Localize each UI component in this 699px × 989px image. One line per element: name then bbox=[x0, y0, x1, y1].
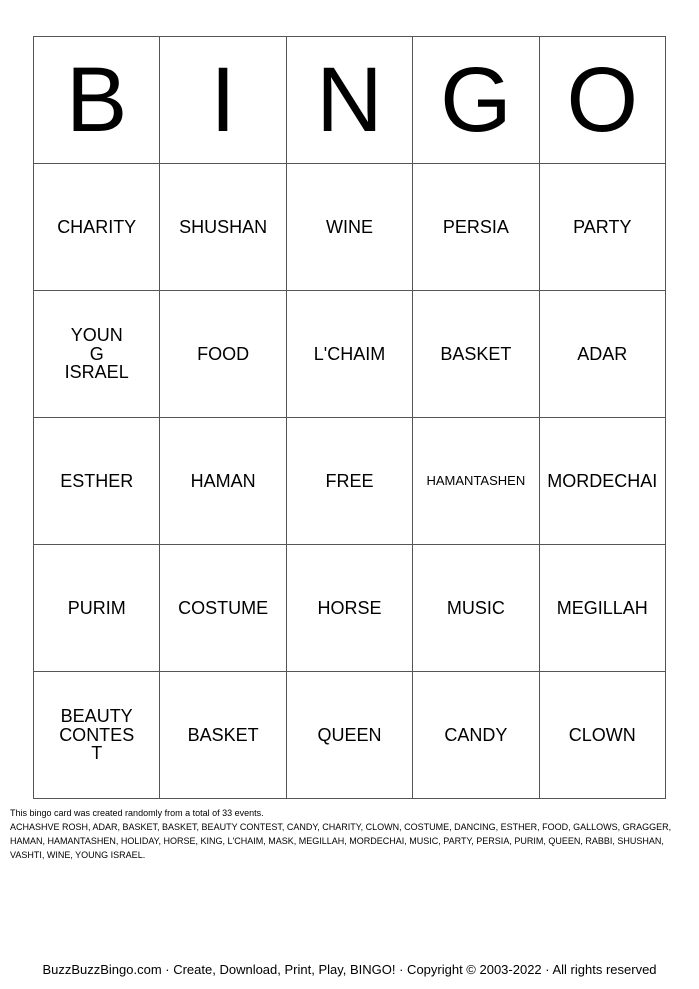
bingo-cell: CHARITY bbox=[34, 164, 160, 291]
bingo-cell: HAMANTASHEN bbox=[413, 418, 539, 545]
bingo-cell: L'CHAIM bbox=[286, 291, 412, 418]
bingo-cell: MEGILLAH bbox=[539, 545, 665, 672]
bingo-row-3 bbox=[34, 418, 666, 545]
bingo-cell: ADAR bbox=[539, 291, 665, 418]
header-letter-b: B bbox=[34, 37, 160, 164]
bingo-cell: CLOWN bbox=[539, 672, 665, 799]
header-letter-i: I bbox=[160, 37, 286, 164]
header-letter-g: G bbox=[413, 37, 539, 164]
bingo-cell: BASKET bbox=[160, 672, 286, 799]
bingo-cell: YOUNG ISRAEL bbox=[34, 291, 160, 418]
card-info bbox=[10, 806, 690, 862]
bingo-cell: ESTHER bbox=[34, 418, 160, 545]
events-list: ACHASHVE ROSH, ADAR, BASKET, BASKET, BEAUTY CONTEST, CANDY, CHARITY, CLOWN, COSTUME, DANCING, ESTHER, FOOD, GALLOWS, GRAGGER, HAMAN, HAMANTASHEN, HOLIDAY, HORSE, KING, L'CHAIM, MASK, MEGILLAH, MORDECHAI, MUSIC, PARTY, PERSIA, PURIM, QUEEN, RABBI, SHUSHAN, VASHTI, WINE, YOUNG ISRAEL. bbox=[10, 822, 672, 860]
footer-copyright: BuzzBuzzBingo.com · Create, Download, Print, Play, BINGO! · Copyright © 2003-2022 · All rights reserved bbox=[42, 962, 657, 977]
bingo-cell: MUSIC bbox=[413, 545, 539, 672]
free-space-cell: FREE bbox=[286, 418, 412, 545]
bingo-cell: CANDY bbox=[413, 672, 539, 799]
bingo-row-1 bbox=[34, 164, 666, 291]
header-letter-o: O bbox=[539, 37, 665, 164]
bingo-cell: HAMAN bbox=[160, 418, 286, 545]
bingo-cell: FOOD bbox=[160, 291, 286, 418]
bingo-cell: MORDECHAI bbox=[539, 418, 665, 545]
bingo-cell: COSTUME bbox=[160, 545, 286, 672]
bingo-header-row bbox=[34, 37, 666, 164]
bingo-card bbox=[33, 36, 666, 799]
bingo-cell: BASKET bbox=[413, 291, 539, 418]
bingo-cell: QUEEN bbox=[286, 672, 412, 799]
bingo-cell: WINE bbox=[286, 164, 412, 291]
bingo-cell: BEAUTY CONTEST bbox=[34, 672, 160, 799]
bingo-cell: SHUSHAN bbox=[160, 164, 286, 291]
header-letter-n: N bbox=[286, 37, 412, 164]
bingo-cell: PARTY bbox=[539, 164, 665, 291]
created-note: This bingo card was created randomly from a total of 33 events. bbox=[10, 808, 264, 818]
bingo-cell: PERSIA bbox=[413, 164, 539, 291]
bingo-row-2 bbox=[34, 291, 666, 418]
bingo-row-4 bbox=[34, 545, 666, 672]
bingo-cell: PURIM bbox=[34, 545, 160, 672]
bingo-cell: HORSE bbox=[286, 545, 412, 672]
bingo-row-5 bbox=[34, 672, 666, 799]
